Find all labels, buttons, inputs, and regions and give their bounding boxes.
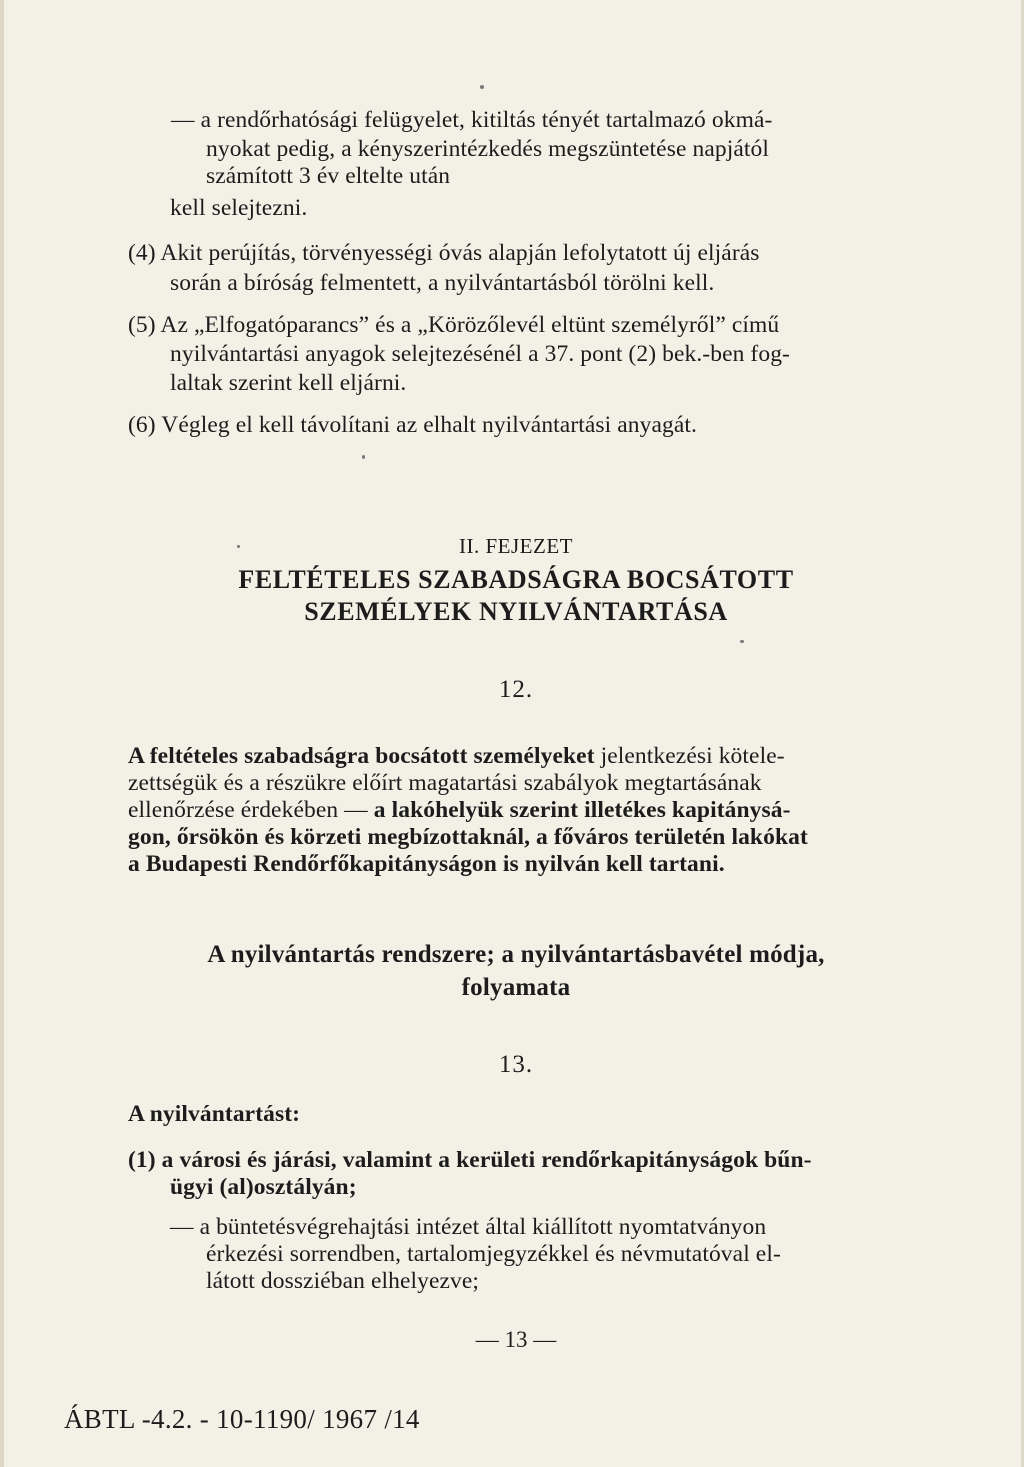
section-12-line-3	[128, 795, 791, 825]
archive-reference: ÁBTL -4.2. - 10-1190/ 1967 /14	[64, 1404, 420, 1434]
section-12-line-1	[128, 741, 785, 771]
intro-line-4: kell selejtezni.	[170, 195, 308, 221]
chapter-title-line-1: FELTÉTELES SZABADSÁGRA BOCSÁTOTT	[238, 565, 794, 594]
para4-line-2: során a bíróság felmentett, a nyilvántartásból törölni kell.	[170, 270, 715, 296]
chapter-title-line-2: SZEMÉLYEK NYILVÁNTARTÁSA	[304, 597, 728, 626]
section-12-line-4: gon, őrsökön és körzeti megbízottaknál, a főváros területén lakókat	[128, 824, 808, 850]
chapter-label: II. FEJEZET	[459, 534, 573, 558]
section-12-line-3-plain: ellenőrzése érdekében —	[128, 797, 374, 823]
section-13-item1-line-2: ügyi (al)osztályán;	[170, 1174, 357, 1200]
section-12-line-1-plain: jelentkezési kötele-	[594, 743, 785, 769]
subtitle-line-1: A nyilvántartás rendszere; a nyilvántartásbavétel módja,	[207, 941, 825, 968]
scan-speck	[480, 85, 484, 89]
section-12-line-2-plain: zettségük és a részükre előírt magatartási szabályok megtartásának	[128, 770, 762, 796]
section-13-lead: A nyilvántartást:	[128, 1101, 301, 1127]
para5-line-2: nyilvántartási anyagok selejtezésénél a 37. pont (2) bek.-ben fog-	[170, 341, 790, 367]
para5-line-1: (5) Az „Elfogatóparancs” és a „Körözőlevél eltünt személyről” című	[128, 312, 780, 338]
section-12-line-1-bold: A feltételes szabadságra bocsátott személyeket	[128, 743, 595, 769]
section-12-line-3-bold: a lakóhelyük szerint illetékes kapitánysá-	[373, 797, 791, 823]
subtitle-line-2: folyamata	[461, 974, 571, 1001]
section-13-item1-line-1: (1) a városi és járási, valamint a kerületi rendőrkapitányságok bűn-	[128, 1147, 812, 1173]
section-12-line-5: a Budapesti Rendőrfőkapitányságon is nyilván kell tartani.	[128, 851, 725, 877]
section-13-dash-line-1: — a büntetésvégrehajtási intézet által kiállított nyomtatványon	[170, 1214, 767, 1240]
scan-speck	[237, 545, 240, 548]
section-13-number: 13.	[498, 1051, 534, 1078]
section-12-number: 12.	[498, 676, 534, 703]
section-12-line-2	[128, 768, 762, 798]
scan-speck	[740, 640, 744, 643]
intro-line-1: — a rendőrhatósági felügyelet, kitiltás tényét tartalmazó okmá-	[171, 107, 773, 133]
section-13-dash-line-2: érkezési sorrendben, tartalomjegyzékkel és névmutatóval el-	[206, 1241, 781, 1267]
intro-line-2: nyokat pedig, a kényszerintézkedés megszüntetése napjától	[206, 136, 769, 162]
section-13-dash-line-3: látott dossziéban elhelyezve;	[206, 1268, 480, 1294]
para4-line-1: (4) Akit perújítás, törvényességi óvás alapján lefolytatott új eljárás	[128, 240, 760, 266]
para6-line-1: (6) Végleg el kell távolítani az elhalt nyilvántartási anyagát.	[128, 412, 698, 438]
intro-line-3: számított 3 év eltelte után	[206, 163, 451, 189]
scan-speck	[362, 455, 365, 459]
page-number: — 13 —	[475, 1327, 557, 1352]
para5-line-3: laltak szerint kell eljárni.	[170, 370, 407, 396]
